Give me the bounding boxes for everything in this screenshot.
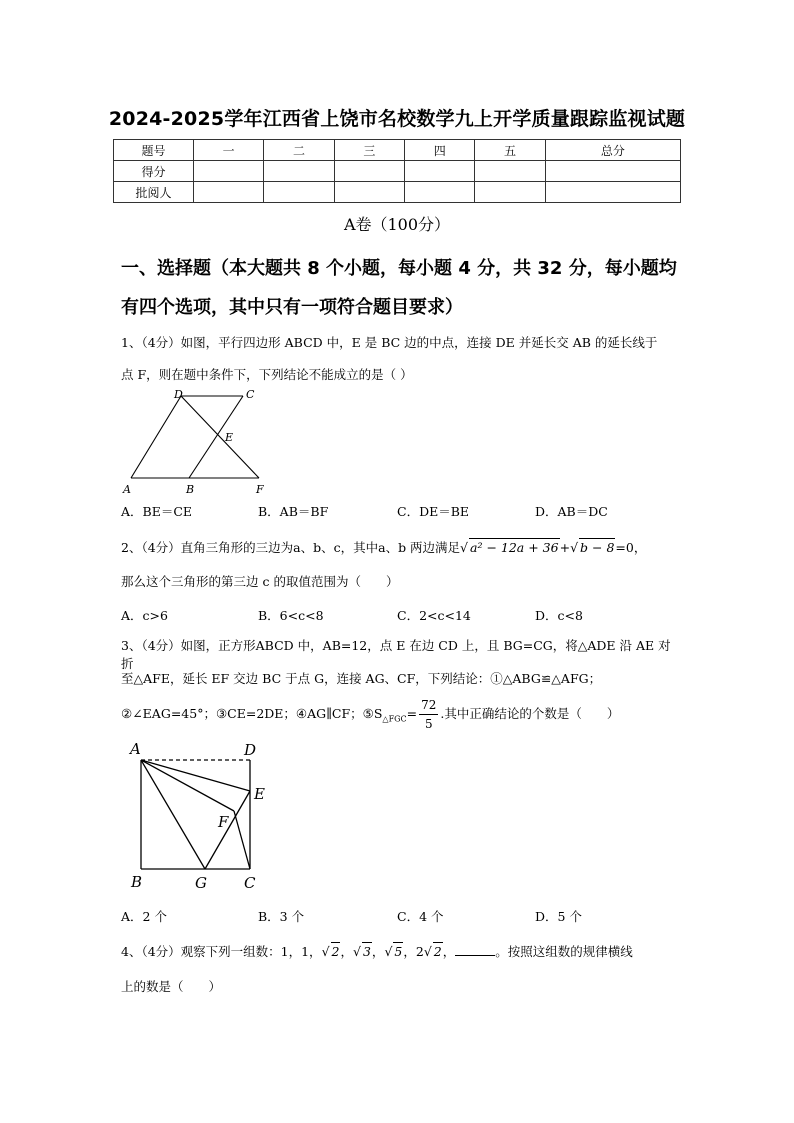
q3-text-line1: 3、（4分）如图，正方形ABCD 中，AB=12，点 E 在边 CD 上，且 BG=CG，将△ADE 沿 AE 对折 [121, 638, 671, 671]
row-label: 得分 [114, 161, 194, 182]
q2-text: 2、（4分）直角三角形的三边为a、b、c，其中a、b 两边满足 [121, 540, 461, 555]
separator: ， [403, 944, 416, 959]
q2-text-line1 [121, 538, 681, 557]
plus-sign: + [559, 540, 571, 555]
reviewer-cell[interactable] [545, 182, 680, 203]
part-one-title-line1: 一、选择题（本大题共 8 个小题，每小题 4 分，共 32 分，每小题均 [121, 258, 677, 279]
score-cell[interactable] [264, 161, 334, 182]
radical-sign: √ [353, 944, 361, 959]
separator: ， [371, 944, 385, 959]
point-label: E [225, 431, 234, 444]
fraction-denominator: 5 [424, 717, 433, 731]
q1-option-d[interactable]: D．AB＝DC [535, 504, 608, 519]
q2-option-c[interactable]: C．2<c<14 [397, 608, 471, 623]
header-cell: 题号 [114, 140, 194, 161]
point-label: A [130, 740, 141, 758]
point-label: A [123, 483, 131, 496]
header-cell: 总分 [545, 140, 680, 161]
segment-ag [141, 760, 205, 869]
segment-fc [234, 811, 250, 869]
point-label: D [174, 388, 183, 401]
point-label: F [218, 813, 229, 831]
q2-text-end: =0， [615, 540, 647, 555]
fraction-numerator: 72 [419, 696, 438, 715]
q3-text-line3 [121, 696, 681, 733]
separator: ， [340, 944, 353, 959]
part-one-title-line2: 有四个选项，其中只有一项符合题目要求） [121, 297, 463, 318]
point-label: D [244, 741, 257, 759]
radical-sign: √ [384, 944, 393, 959]
q1-option-c[interactable]: C．DE＝BE [397, 504, 470, 519]
point-label: F [256, 483, 264, 496]
score-cell[interactable] [194, 161, 264, 182]
segment-df [181, 396, 259, 478]
q2-option-a[interactable]: A．c>6 [121, 608, 168, 623]
score-row [114, 161, 681, 182]
q1-option-b[interactable]: B．AB＝BF [258, 504, 329, 519]
q3-square-figure [124, 738, 274, 894]
q3-text-end: .其中正确结论的个数是（ ） [440, 706, 620, 721]
row-label: 批阅人 [114, 182, 194, 203]
q1-option-a[interactable]: A．BE＝CE [121, 504, 193, 519]
q3-option-d[interactable]: D．5 个 [535, 909, 582, 924]
score-cell[interactable] [545, 161, 680, 182]
q1-text-line2: 点 F，则在题中条件下，下列结论不能成立的是（ ） [121, 367, 413, 382]
area-subscript: △FGC [382, 714, 407, 724]
sqrt-radicand-2: b − 8 [580, 540, 615, 555]
separator: ， [442, 944, 456, 959]
q3-option-a[interactable]: A．2 个 [121, 909, 167, 924]
q2-text-line2: 那么这个三角形的第三边 c 的取值范围为（ ） [121, 574, 399, 589]
score-cell[interactable] [405, 161, 475, 182]
point-label: B [186, 483, 195, 496]
radical-sign: √ [321, 944, 330, 959]
segment-af [141, 760, 234, 811]
q4-text-line1 [121, 942, 681, 961]
sqrt-radicand: 5 [394, 944, 403, 959]
segment-ae [141, 760, 250, 791]
radical-sign: √ [570, 540, 579, 555]
sqrt-radicand: 3 [362, 944, 371, 959]
q2-option-d[interactable]: D．c<8 [535, 608, 583, 623]
score-table-header-row [114, 140, 681, 161]
q3-text-line2: 至△AFE，延长 EF 交边 BC 于点 G，连接 AG、CF，下列结论：①△ABG≌△AFG； [121, 671, 602, 686]
reviewer-cell[interactable] [264, 182, 334, 203]
radical-sign: √ [423, 944, 432, 959]
q4-text-end: 。按照这组数的规律横线 [495, 944, 633, 959]
exam-title: 2024-2025学年江西省上饶市名校数学九上开学质量跟踪监视试题 [108, 108, 686, 130]
equals-sign: = [406, 706, 418, 721]
q3-option-b[interactable]: B．3 个 [258, 909, 305, 924]
fraction [419, 696, 438, 733]
q4-text-line2: 上的数是（ ） [121, 979, 222, 994]
reviewer-cell[interactable] [334, 182, 404, 203]
q1-text-line1: 1、（4分）如图，平行四边形 ABCD 中，E 是 BC 边的中点，连接 DE 并延长交 AB 的延长线于 [121, 335, 658, 350]
score-cell[interactable] [334, 161, 404, 182]
point-label: C [246, 388, 255, 401]
q3-text: ②∠EAG=45°；③CE=2DE；④AG∥CF；⑤S [121, 706, 383, 721]
header-cell: 三 [334, 140, 404, 161]
header-cell: 二 [264, 140, 334, 161]
q2-option-b[interactable]: B．6<c<8 [258, 608, 324, 623]
sqrt-radicand: 2 [433, 944, 442, 959]
reviewer-cell[interactable] [194, 182, 264, 203]
segment-bc [189, 396, 243, 478]
coefficient: 2 [415, 944, 424, 959]
radical-sign: √ [460, 540, 469, 555]
answer-blank[interactable] [455, 943, 495, 956]
section-a-heading: A卷（100分） [343, 215, 451, 234]
header-cell: 四 [405, 140, 475, 161]
q1-parallelogram-figure [115, 386, 275, 500]
header-cell: 一 [194, 140, 264, 161]
point-label: G [195, 874, 207, 892]
reviewer-row [114, 182, 681, 203]
point-label: C [244, 874, 256, 892]
score-table [113, 139, 681, 203]
reviewer-cell[interactable] [475, 182, 545, 203]
sqrt-radicand-1: a² − 12a + 36 [470, 540, 559, 555]
sqrt-radicand: 2 [331, 944, 340, 959]
score-cell[interactable] [475, 161, 545, 182]
q3-option-c[interactable]: C．4 个 [397, 909, 444, 924]
point-label: B [131, 873, 143, 891]
point-label: E [254, 785, 265, 803]
header-cell: 五 [475, 140, 545, 161]
q4-text: 4、（4分）观察下列一组数：1，1， [121, 944, 322, 959]
reviewer-cell[interactable] [405, 182, 475, 203]
segment-ad [131, 396, 181, 478]
